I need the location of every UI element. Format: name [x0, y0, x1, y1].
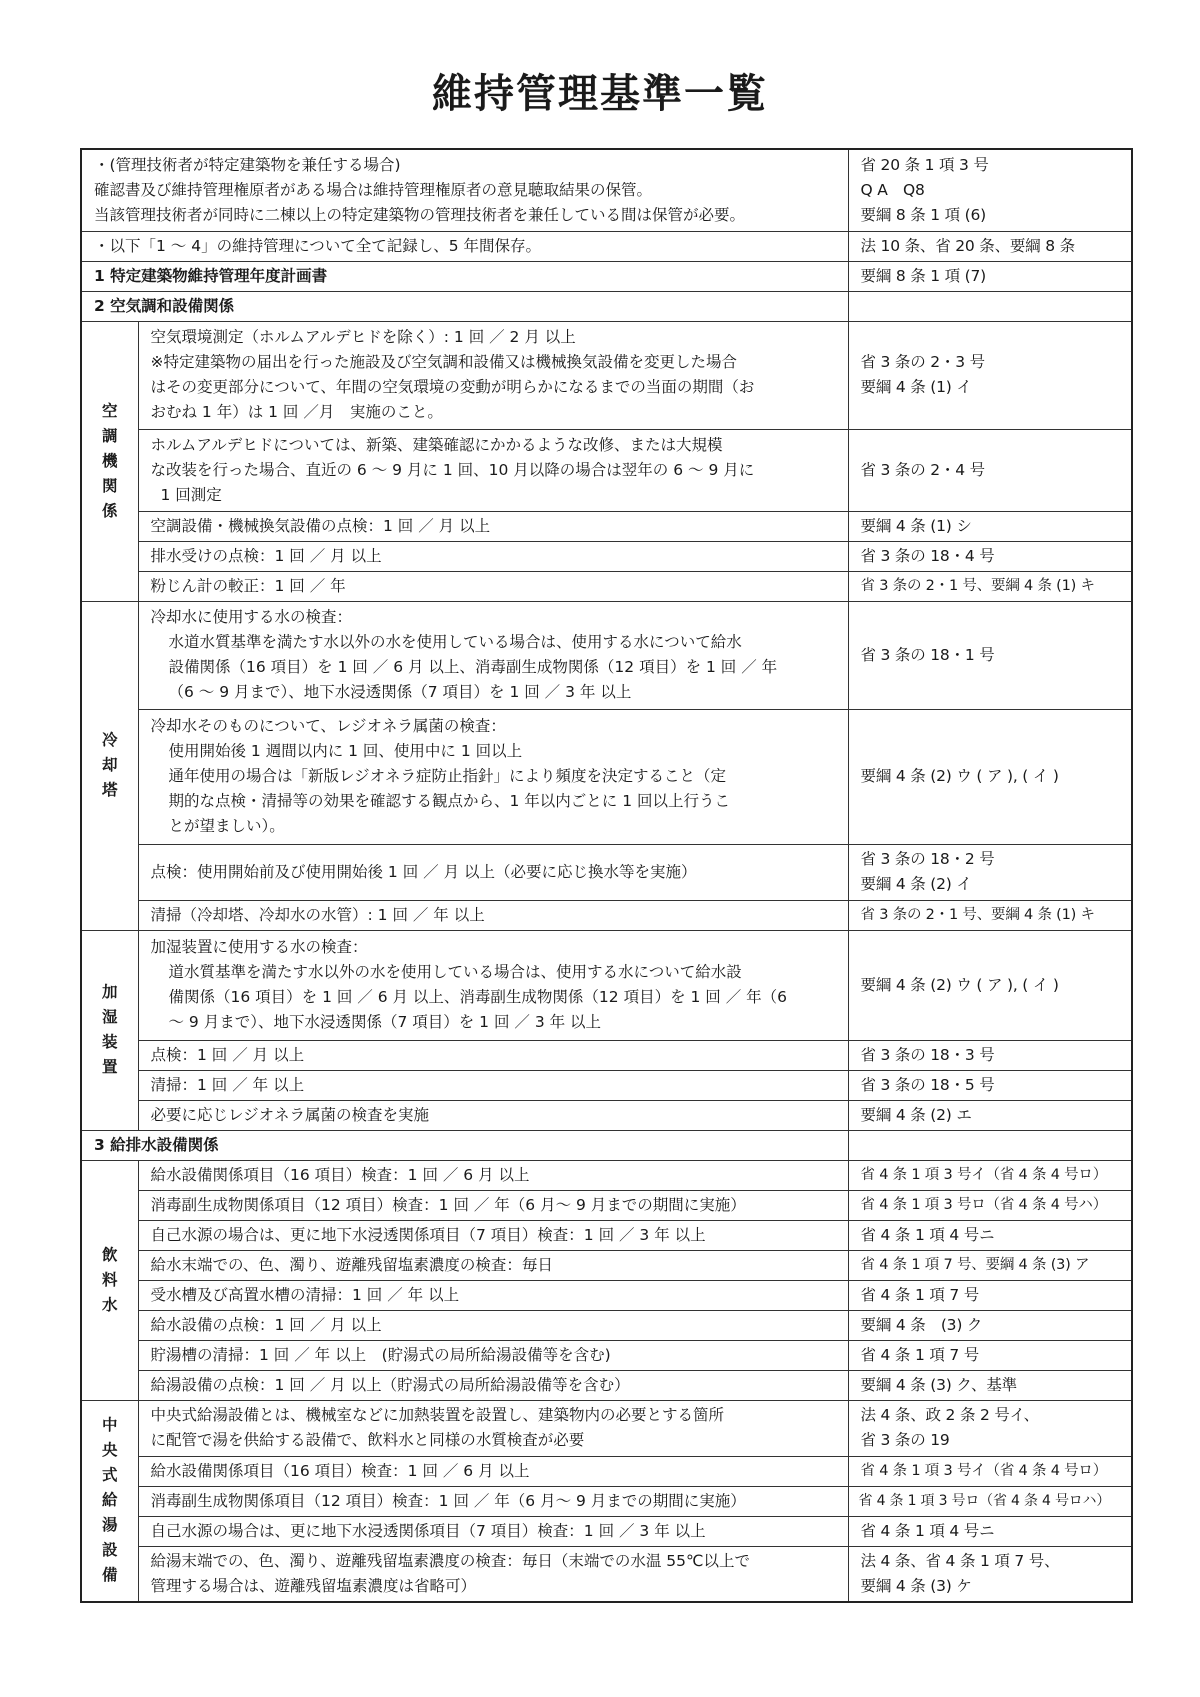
- table-row: [81, 571, 1132, 601]
- section-heading: 1 特定建築物維持管理年度計画書: [81, 261, 848, 291]
- row-content: 貯湯槽の清掃：1 回 ／ 年 以上 (貯湯式の局所給湯設備等を含む): [138, 1340, 848, 1370]
- row-content: 給水設備関係項目（16 項目）検査：1 回 ／ 6 月 以上: [138, 1456, 848, 1486]
- text-line: 通年使用の場合は「新版レジオネラ症防止指針」により頻度を決定すること（定: [168, 767, 726, 785]
- row-reference: 省 3 条の 18・1 号: [848, 601, 1132, 709]
- row-reference: 省 4 条 1 項 3 号ロ（省 4 条 4 号ハ）: [848, 1190, 1132, 1220]
- table-row: [81, 1280, 1132, 1310]
- row-reference: 法 10 条、省 20 条、要綱 8 条: [848, 231, 1132, 261]
- table-row: [81, 1546, 1132, 1602]
- reference-line: 省 3 条の 2・3 号: [860, 353, 985, 371]
- row-reference: 省 4 条 1 項 3 号ロ（省 4 条 4 号ロハ）: [848, 1486, 1132, 1516]
- table-row: [81, 1160, 1132, 1190]
- text-line: 給湯末端での、色、濁り、遊離残留塩素濃度の検査：毎日（末端での水温 55℃以上で: [150, 1551, 750, 1570]
- row-content: 給水設備関係項目（16 項目）検査：1 回 ／ 6 月 以上: [138, 1160, 848, 1190]
- row-content: [138, 1546, 848, 1602]
- reference-line: Q A Q8: [860, 180, 925, 199]
- table-row: [81, 541, 1132, 571]
- empty-cell: [848, 291, 1132, 321]
- table-row: [81, 231, 1132, 261]
- row-reference: [848, 321, 1132, 429]
- table-row: [81, 844, 1132, 900]
- reference-line: 省 3 条の 19: [860, 1431, 950, 1449]
- row-content: [81, 149, 848, 231]
- row-reference: 省 4 条 1 項 3 号イ（省 4 条 4 号ロ）: [848, 1456, 1132, 1486]
- row-reference: 省 4 条 1 項 3 号イ（省 4 条 4 号ロ）: [848, 1160, 1132, 1190]
- table-row: [81, 930, 1132, 1040]
- table-row: [81, 1070, 1132, 1100]
- group-label-central-hot-water: 中央式給湯設備: [81, 1400, 138, 1602]
- row-reference: 要綱 4 条 (3) ク: [848, 1310, 1132, 1340]
- group-label-cooling-tower: 冷却塔: [81, 601, 138, 930]
- text-line: 備関係（16 項目）を 1 回 ／ 6 月 以上、消毒副生成物関係（12 項目）を 1 回 ／ 年（6: [168, 988, 788, 1006]
- section-heading: 2 空気調和設備関係: [81, 291, 848, 321]
- text-line: 確認書及び維持管理権原者がある場合は維持管理権原者の意見聴取結果の保管。: [94, 180, 653, 199]
- reference-line: 要綱 8 条 1 項 (6): [860, 205, 987, 224]
- row-reference: 要綱 4 条 (2) エ: [848, 1100, 1132, 1130]
- table-row: [81, 1310, 1132, 1340]
- row-reference: 省 3 条の 2・1 号、要綱 4 条 (1) キ: [848, 900, 1132, 930]
- table-row: [81, 1400, 1132, 1456]
- text-line: ～ 9 月まで）、地下水浸透関係（7 項目）を 1 回 ／ 3 年 以上: [168, 1013, 602, 1031]
- text-line: 使用開始後 1 週間以内に 1 回、使用中に 1 回以上: [168, 742, 523, 760]
- row-content: [138, 1400, 848, 1456]
- reference-line: 要綱 4 条 (2) イ: [860, 875, 972, 893]
- table-row: [81, 1486, 1132, 1516]
- page-title: 維持管理基準一覧: [432, 71, 768, 117]
- row-content: 清掃（冷却塔、冷却水の水管）: 1 回 ／ 年 以上: [138, 900, 848, 930]
- section-heading-row: [81, 1130, 1132, 1160]
- reference-line: 省 20 条 1 項 3 号: [860, 155, 989, 174]
- row-content: 消毒副生成物関係項目（12 項目）検査：1 回 ／ 年（6 月～ 9 月までの期間に実施）: [138, 1190, 848, 1220]
- table-row: [81, 429, 1132, 511]
- group-label-humidifier: 加湿装置: [81, 930, 138, 1130]
- text-line: 中央式給湯設備とは、機械室などに加熱装置を設置し、建築物内の必要とする箇所: [150, 1406, 725, 1424]
- table-row: [81, 1340, 1132, 1370]
- group-label-drinking-water: 飲料水: [81, 1160, 138, 1400]
- text-line: な改装を行った場合、直近の 6 ～ 9 月に 1 回、10 月以降の場合は翌年の 6 ～ 9 月に: [150, 460, 755, 479]
- table-row: [81, 1516, 1132, 1546]
- row-content: 空調設備・機械換気設備の点検：1 回 ／ 月 以上: [138, 511, 848, 541]
- row-content: 自己水源の場合は、更に地下水浸透関係項目（7 項目）検査：1 回 ／ 3 年 以上: [138, 1220, 848, 1250]
- row-content: [138, 601, 848, 709]
- group-label-aircon: 空調機関係: [81, 321, 138, 601]
- text-line: はその変更部分について、年間の空気環境の変動が明らかになるまでの当面の期間（お: [150, 378, 755, 396]
- row-content: 点検：使用開始前及び使用開始後 1 回 ／ 月 以上（必要に応じ換水等を実施）: [138, 844, 848, 900]
- text-line: 1 回測定: [160, 485, 222, 504]
- text-line: ・(管理技術者が特定建築物を兼任する場合): [94, 155, 401, 174]
- table-row: [81, 1250, 1132, 1280]
- table-row: [81, 511, 1132, 541]
- row-content: 消毒副生成物関係項目（12 項目）検査：1 回 ／ 年（6 月～ 9 月までの期間に実施）: [138, 1486, 848, 1516]
- row-content: ・以下「1 ～ 4」の維持管理について全て記録し、5 年間保存。: [81, 231, 848, 261]
- reference-line: 省 3 条の 18・2 号: [860, 850, 995, 868]
- section-heading: 3 給排水設備関係: [81, 1130, 848, 1160]
- row-content: [138, 321, 848, 429]
- row-reference: [848, 1546, 1132, 1602]
- text-line: （6 ～ 9 月まで）、地下水浸透関係（7 項目）を 1 回 ／ 3 年 以上: [168, 683, 632, 701]
- row-reference: [848, 149, 1132, 231]
- row-content: 点検：1 回 ／ 月 以上: [138, 1040, 848, 1070]
- table-row: [81, 1190, 1132, 1220]
- row-content: 粉じん計の較正：1 回 ／ 年: [138, 571, 848, 601]
- text-line: 設備関係（16 項目）を 1 回 ／ 6 月 以上、消毒副生成物関係（12 項目）を 1 回 ／ 年: [168, 658, 778, 676]
- text-line: 加湿装置に使用する水の検査：: [150, 938, 368, 956]
- row-content: 給水末端での、色、濁り、遊離残留塩素濃度の検査：毎日: [138, 1250, 848, 1280]
- row-reference: 省 3 条の 18・5 号: [848, 1070, 1132, 1100]
- row-content: [138, 930, 848, 1040]
- table-row: [81, 900, 1132, 930]
- table-row: [81, 1370, 1132, 1400]
- row-reference: 省 4 条 1 項 4 号ニ: [848, 1516, 1132, 1546]
- text-line: に配管で湯を供給する設備で、飲料水と同様の水質検査が必要: [150, 1431, 585, 1449]
- reference-line: 要綱 4 条 (3) ケ: [860, 1576, 972, 1595]
- text-line: 当該管理技術者が同時に二棟以上の特定建築物の管理技術者を兼任している間は保管が必要。: [94, 205, 746, 224]
- text-line: ※特定建築物の届出を行った施設及び空気調和設備又は機械換気設備を変更した場合: [150, 353, 737, 371]
- row-content: [138, 709, 848, 844]
- table-row: [81, 1220, 1132, 1250]
- table-row: [81, 1456, 1132, 1486]
- reference-line: 法 4 条、政 2 条 2 号イ、: [860, 1406, 1039, 1424]
- row-content: 給湯設備の点検：1 回 ／ 月 以上（貯湯式の局所給湯設備等を含む）: [138, 1370, 848, 1400]
- text-line: 期的な点検・清掃等の効果を確認する観点から、1 年以内ごとに 1 回以上行うこ: [168, 792, 731, 810]
- row-content: 必要に応じレジオネラ属菌の検査を実施: [138, 1100, 848, 1130]
- reference-line: 法 4 条、省 4 条 1 項 7 号、: [860, 1551, 1060, 1570]
- text-line: 管理する場合は、遊離残留塩素濃度は省略可）: [150, 1576, 477, 1595]
- row-reference: 省 4 条 1 項 7 号: [848, 1340, 1132, 1370]
- table-row: [81, 321, 1132, 429]
- reference-line: 要綱 4 条 (1) イ: [860, 378, 972, 396]
- table-row: [81, 601, 1132, 709]
- table-row: [81, 1100, 1132, 1130]
- row-content: 清掃：1 回 ／ 年 以上: [138, 1070, 848, 1100]
- row-reference: 省 3 条の 2・4 号: [848, 429, 1132, 511]
- row-reference: 省 4 条 1 項 4 号ニ: [848, 1220, 1132, 1250]
- row-content: 自己水源の場合は、更に地下水浸透関係項目（7 項目）検査：1 回 ／ 3 年 以上: [138, 1516, 848, 1546]
- row-reference: [848, 1400, 1132, 1456]
- row-reference: 省 4 条 1 項 7 号: [848, 1280, 1132, 1310]
- section-heading-row: [81, 261, 1132, 291]
- row-reference: 要綱 4 条 (1) シ: [848, 511, 1132, 541]
- text-line: おむね 1 年）は 1 回 ／月 実施のこと。: [150, 403, 443, 421]
- table-row: [81, 1040, 1132, 1070]
- row-content: [138, 429, 848, 511]
- row-reference: 要綱 4 条 (2) ウ ( ア ), ( イ ): [848, 930, 1132, 1040]
- row-reference: 要綱 8 条 1 項 (7): [848, 261, 1132, 291]
- row-reference: [848, 844, 1132, 900]
- row-reference: 省 3 条の 18・3 号: [848, 1040, 1132, 1070]
- section-heading-row: [81, 291, 1132, 321]
- text-line: 水道水質基準を満たす水以外の水を使用している場合は、使用する水について給水: [168, 633, 742, 651]
- row-content: 排水受けの点検：1 回 ／ 月 以上: [138, 541, 848, 571]
- row-reference: 省 3 条の 18・4 号: [848, 541, 1132, 571]
- text-line: 冷却水そのものについて、レジオネラ属菌の検査：: [150, 717, 506, 735]
- text-line: ホルムアルデヒドについては、新築、建築確認にかかるような改修、または大規模: [150, 435, 723, 454]
- maintenance-standards-table: [80, 148, 1133, 1603]
- row-content: 受水槽及び高置水槽の清掃：1 回 ／ 年 以上: [138, 1280, 848, 1310]
- text-line: とが望ましい）。: [168, 817, 285, 835]
- empty-cell: [848, 1130, 1132, 1160]
- text-line: 冷却水に使用する水の検査：: [150, 608, 353, 626]
- row-reference: 省 3 条の 2・1 号、要綱 4 条 (1) キ: [848, 571, 1132, 601]
- text-line: 空気環境測定（ホルムアルデヒドを除く）: 1 回 ／ 2 月 以上: [150, 328, 576, 346]
- table-row: [81, 709, 1132, 844]
- row-content: 給水設備の点検：1 回 ／ 月 以上: [138, 1310, 848, 1340]
- text-line: 道水質基準を満たす水以外の水を使用している場合は、使用する水について給水設: [168, 963, 742, 981]
- row-reference: 要綱 4 条 (2) ウ ( ア ), ( イ ): [848, 709, 1132, 844]
- table-row: [81, 149, 1132, 231]
- row-reference: 省 4 条 1 項 7 号、要綱 4 条 (3) ア: [848, 1250, 1132, 1280]
- row-reference: 要綱 4 条 (3) ク、基準: [848, 1370, 1132, 1400]
